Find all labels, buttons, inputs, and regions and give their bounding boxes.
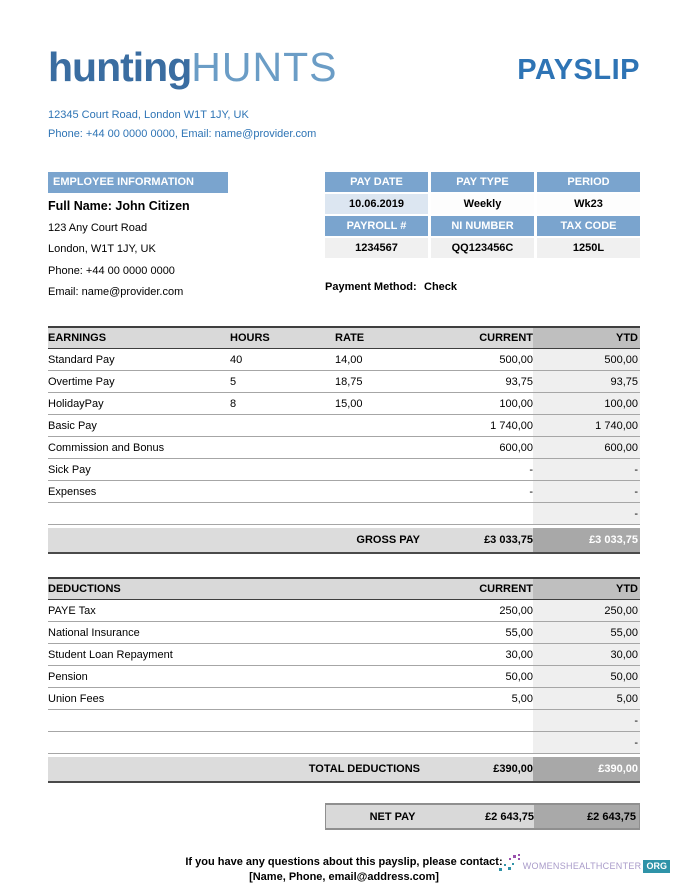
earning-ytd: 1 740,00	[533, 415, 640, 436]
earning-current: 100,00	[499, 397, 533, 410]
deduction-current: 55,00	[505, 626, 533, 639]
rate-header-label: RATE	[335, 332, 365, 344]
footer-line2: [Name, Phone, email@address.com]	[249, 871, 439, 883]
payment-method-value: Check	[424, 281, 458, 293]
tax-code-value: 1250L	[537, 238, 640, 258]
earning-hours	[230, 503, 335, 524]
pay-type-header: PAY TYPE	[431, 172, 534, 192]
payment-method-label: Payment Method:	[325, 281, 417, 293]
ni-number-value: QQ123456C	[431, 238, 534, 258]
earning-name	[48, 503, 230, 524]
earning-hours	[230, 481, 335, 502]
deduction-ytd: 50,00	[533, 666, 640, 687]
deduction-name: National Insurance	[48, 626, 140, 639]
table-row	[48, 666, 640, 688]
deduction-current	[438, 710, 533, 731]
payroll-number-header: PAYROLL #	[325, 216, 428, 236]
earning-current: -	[529, 485, 533, 498]
payroll-number-value: 1234567	[325, 238, 428, 258]
table-row	[48, 393, 640, 415]
earning-current: -	[529, 463, 533, 476]
company-logo	[48, 44, 338, 90]
pay-type-value: Weekly	[431, 194, 534, 214]
employee-information-block	[48, 172, 325, 303]
deduction-ytd: 55,00	[533, 622, 640, 643]
current-header-label: CURRENT	[479, 583, 533, 595]
earning-ytd: -	[533, 481, 640, 502]
ytd-header-label: YTD	[533, 328, 640, 348]
pay-info-grid	[325, 172, 640, 258]
deduction-ytd: 30,00	[533, 644, 640, 665]
pay-info-block	[325, 172, 640, 303]
earning-rate	[335, 437, 438, 458]
deductions-header-label: DEDUCTIONS	[48, 583, 121, 595]
deduction-name: Union Fees	[48, 692, 105, 705]
pay-date-header: PAY DATE	[325, 172, 428, 192]
hours-header-label: HOURS	[230, 332, 270, 344]
gross-pay-ytd: £3 033,75	[533, 528, 640, 552]
employee-phone: Phone: +44 00 0000 0000	[48, 264, 175, 277]
earning-hours: 40	[230, 353, 243, 366]
deduction-ytd: -	[533, 710, 640, 731]
pay-date-value: 10.06.2019	[325, 194, 428, 214]
gross-pay-current: £3 033,75	[484, 534, 533, 546]
table-row	[48, 415, 640, 437]
total-deductions-ytd: £390,00	[533, 757, 640, 781]
earning-name: HolidayPay	[48, 397, 104, 410]
earning-rate: 14,00	[335, 353, 363, 366]
deduction-name: PAYE Tax	[48, 604, 96, 617]
earnings-table	[48, 326, 640, 554]
earning-hours: 8	[230, 397, 237, 410]
gross-pay-label: GROSS PAY	[356, 534, 420, 546]
earning-current: 93,75	[505, 375, 533, 388]
earning-name: Commission and Bonus	[48, 441, 165, 454]
current-header-label: CURRENT	[479, 332, 533, 344]
deduction-ytd: 250,00	[533, 600, 640, 621]
earning-rate: 18,75	[335, 375, 363, 388]
total-deductions-current: £390,00	[493, 763, 533, 775]
employee-information-header: EMPLOYEE INFORMATION	[48, 172, 228, 193]
earning-name: Basic Pay	[48, 419, 97, 432]
info-section	[48, 172, 640, 303]
net-pay-ytd: £2 643,75	[534, 805, 639, 828]
earning-ytd: -	[533, 503, 640, 524]
earnings-table-header	[48, 326, 640, 349]
table-row	[48, 644, 640, 666]
deductions-table-header	[48, 577, 640, 600]
earning-current: 600,00	[499, 441, 533, 454]
earning-hours: 5	[230, 375, 237, 388]
deduction-current: 50,00	[505, 670, 533, 683]
table-row	[48, 688, 640, 710]
table-row	[48, 371, 640, 393]
earning-ytd: 100,00	[533, 393, 640, 414]
table-row	[48, 600, 640, 622]
earning-ytd: 93,75	[533, 371, 640, 392]
deduction-current: 30,00	[505, 648, 533, 661]
table-row	[48, 437, 640, 459]
company-logo-text-bold: hunting	[48, 44, 192, 90]
table-row	[48, 622, 640, 644]
earning-current	[438, 503, 533, 524]
deduction-name	[48, 710, 438, 731]
employee-address-line1: 123 Any Court Road	[48, 221, 148, 234]
table-row	[48, 459, 640, 481]
earning-rate	[335, 481, 438, 502]
earning-name: Overtime Pay	[48, 375, 115, 388]
net-pay-current: £2 643,75	[485, 810, 534, 823]
earning-name: Sick Pay	[48, 463, 91, 476]
deduction-name: Pension	[48, 670, 88, 683]
page-title: PAYSLIP	[517, 54, 640, 86]
earning-current: 500,00	[499, 353, 533, 366]
table-row	[48, 503, 640, 525]
gross-pay-row	[48, 528, 640, 554]
table-row	[48, 732, 640, 754]
earning-rate	[335, 459, 438, 480]
earning-ytd: 600,00	[533, 437, 640, 458]
employee-address-line2: London, W1T 1JY, UK	[48, 243, 156, 256]
deductions-table	[48, 577, 640, 783]
deduction-current: 5,00	[511, 692, 533, 705]
womenshealthcenter-dots-icon	[498, 854, 521, 873]
total-deductions-label: TOTAL DEDUCTIONS	[308, 763, 420, 775]
deduction-name: Student Loan Repayment	[48, 648, 173, 661]
earning-rate	[335, 415, 438, 436]
total-deductions-row	[48, 757, 640, 783]
earning-name: Standard Pay	[48, 353, 115, 366]
payment-method-row	[325, 281, 640, 293]
document-header	[48, 44, 640, 90]
womenshealthcenter-org-badge: ORG	[643, 860, 670, 873]
company-address-line2: Phone: +44 00 0000 0000, Email: name@provider.com	[48, 128, 317, 140]
period-value: Wk23	[537, 194, 640, 214]
table-row	[48, 481, 640, 503]
earning-hours	[230, 437, 335, 458]
net-pay-row	[325, 803, 640, 830]
company-address-line1: 12345 Court Road, London W1T 1JY, UK	[48, 109, 249, 121]
womenshealthcenter-text: WOMENSHEALTHCENTER	[522, 861, 642, 871]
ni-number-header: NI NUMBER	[431, 216, 534, 236]
period-header: PERIOD	[537, 172, 640, 192]
earning-hours	[230, 415, 335, 436]
tax-code-header: TAX CODE	[537, 216, 640, 236]
deduction-current: 250,00	[499, 604, 533, 617]
earning-ytd: 500,00	[533, 349, 640, 370]
earning-hours	[230, 459, 335, 480]
footer-line1: If you have any questions about this payslip, please contact:	[185, 856, 503, 868]
net-pay-label: NET PAY	[369, 810, 416, 823]
table-row	[48, 349, 640, 371]
deduction-current	[438, 732, 533, 753]
earnings-header-label: EARNINGS	[48, 332, 107, 344]
womenshealthcenter-logo	[498, 854, 670, 873]
earning-ytd: -	[533, 459, 640, 480]
employee-full-name: Full Name: John Citizen	[48, 198, 190, 213]
earning-rate: 15,00	[335, 397, 363, 410]
earning-name: Expenses	[48, 485, 97, 498]
employee-email: Email: name@provider.com	[48, 286, 184, 299]
earning-current: 1 740,00	[490, 419, 533, 432]
deduction-name	[48, 732, 438, 753]
earning-rate	[335, 503, 438, 524]
ytd-header-label: YTD	[533, 579, 640, 599]
company-address	[48, 106, 640, 144]
deduction-ytd: -	[533, 732, 640, 753]
company-logo-text-light: HUNTS	[191, 44, 338, 90]
table-row	[48, 710, 640, 732]
deduction-ytd: 5,00	[533, 688, 640, 709]
